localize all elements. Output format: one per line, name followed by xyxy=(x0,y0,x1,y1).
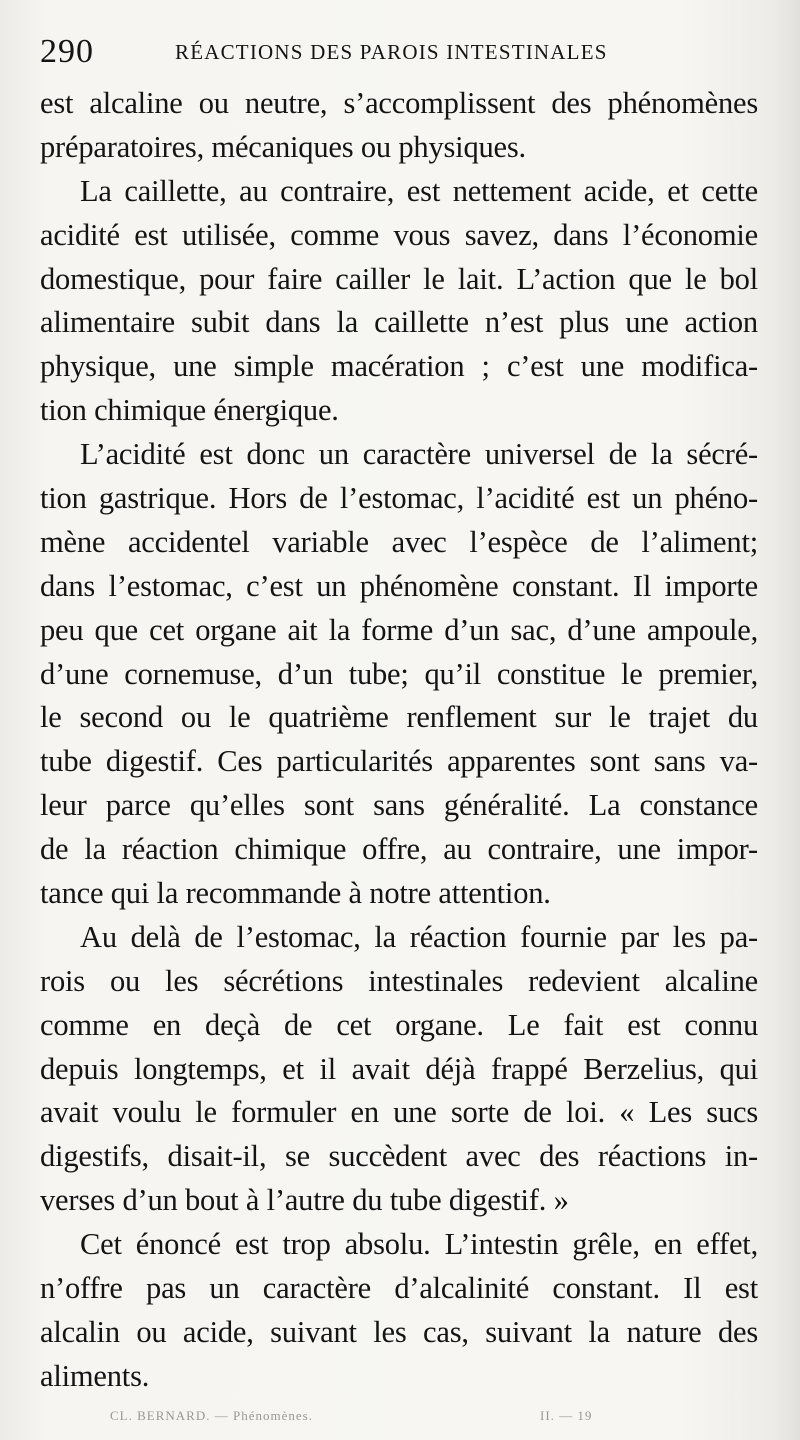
text-line: n’offre pas un caractère d’alcalinité constant. Il est xyxy=(40,1271,758,1306)
text-line: Cet énoncé est trop absolu. L’intestin grêle, en effet, xyxy=(80,1227,758,1262)
text-line: est alcaline ou neutre, s’accomplissent des phénomènes xyxy=(40,86,758,120)
footer-volume: II. — 19 xyxy=(540,1408,593,1423)
page-header xyxy=(40,30,760,74)
page-edge-shadow xyxy=(770,0,800,1440)
text-line: rois ou les sécrétions intestinales redevient alcaline xyxy=(40,963,758,998)
text-line: L’acidité est donc un caractère universel de la sécré- xyxy=(80,437,758,472)
text-line: d’une cornemuse, d’un tube; qu’il constitue le premier, xyxy=(40,656,758,691)
text-line: préparatoires, mécaniques ou physiques. xyxy=(40,129,526,164)
text-line: alimentaire subit dans la caillette n’est plus une action xyxy=(40,305,758,340)
running-head: RÉACTIONS DES PAROIS INTESTINALES xyxy=(175,40,608,64)
page-number: 290 xyxy=(40,33,94,70)
text-line: leur parce qu’elles sont sans généralité. La constance xyxy=(40,788,758,823)
footer-signature: CL. BERNARD. — Phénomènes. xyxy=(110,1408,313,1423)
text-line: physique, une simple macération ; c’est une modifica- xyxy=(40,349,758,384)
text-line: verses d’un bout à l’autre du tube digestif. » xyxy=(40,1183,569,1218)
text-line: depuis longtemps, et il avait déjà frappé Berzelius, qui xyxy=(40,1051,758,1086)
text-line: mène accidentel variable avec l’espèce de l’aliment; xyxy=(40,524,758,559)
text-line: dans l’estomac, c’est un phénomène constant. Il importe xyxy=(40,568,758,603)
text-line: domestique, pour faire cailler le lait. L’action que le bol xyxy=(40,261,758,296)
text-line: avait voulu le formuler en une sorte de loi. « Les sucs xyxy=(40,1095,758,1130)
text-line: aliments. xyxy=(40,1358,150,1393)
text-line: tance qui la recommande à notre attention. xyxy=(40,876,551,911)
text-line: de la réaction chimique offre, au contraire, une impor- xyxy=(40,832,758,867)
text-line: peu que cet organe ait la forme d’un sac, d’une ampoule, xyxy=(40,612,758,647)
text-line: Au delà de l’estomac, la réaction fournie par les pa- xyxy=(80,919,758,954)
text-line: tube digestif. Ces particularités apparentes sont sans va- xyxy=(40,744,758,779)
text-line: acidité est utilisée, comme vous savez, dans l’économie xyxy=(40,217,758,252)
text-line: tion gastrique. Hors de l’estomac, l’acidité est un phéno- xyxy=(40,481,758,516)
text-line: digestifs, disait-il, se succèdent avec des réactions in- xyxy=(40,1139,758,1174)
text-line: alcalin ou acide, suivant les cas, suivant la nature des xyxy=(40,1314,758,1349)
page-footer xyxy=(40,1404,760,1430)
text-line: tion chimique énergique. xyxy=(40,393,339,428)
text-line: La caillette, au contraire, est nettement acide, et cette xyxy=(80,173,758,208)
body-text xyxy=(40,82,758,1399)
text-line: comme en deçà de cet organe. Le fait est connu xyxy=(40,1007,758,1042)
text-line: le second ou le quatrième renflement sur le trajet du xyxy=(40,700,758,735)
